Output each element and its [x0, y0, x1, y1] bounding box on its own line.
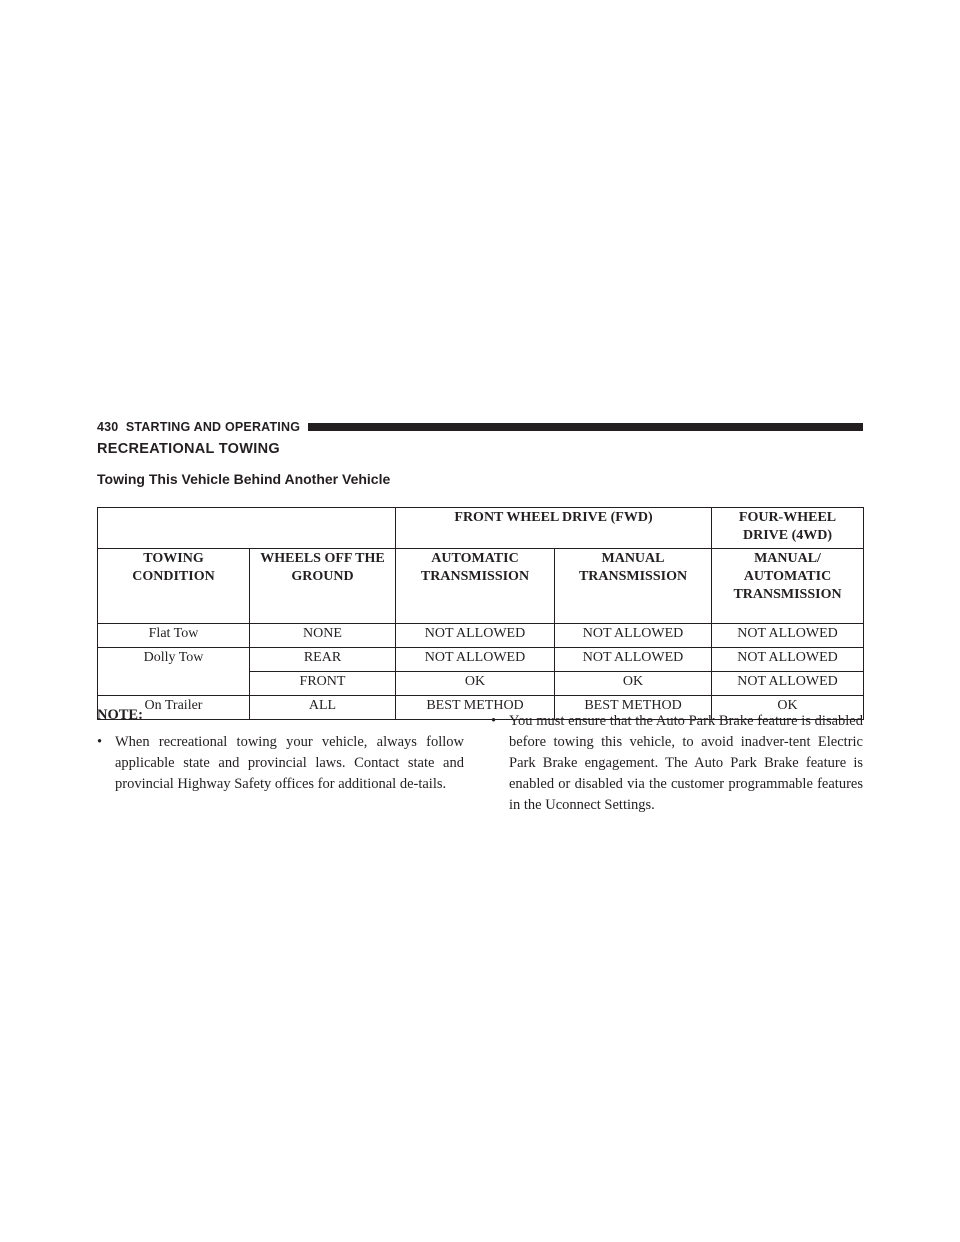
cell-4wd: NOT ALLOWED — [712, 672, 864, 696]
table-row — [98, 648, 864, 672]
header-rule — [308, 423, 863, 431]
table-header-row — [98, 549, 864, 624]
table-row — [98, 624, 864, 648]
section-title: RECREATIONAL TOWING — [97, 441, 280, 457]
cell-fwd-manual: BEST METHOD — [555, 696, 712, 720]
cell-wheels: NONE — [250, 624, 396, 648]
sub-title: Towing This Vehicle Behind Another Vehicle — [97, 471, 391, 487]
cell-condition: Flat Tow — [98, 624, 250, 648]
cell-condition: On Trailer — [98, 696, 250, 720]
note-bullet-text: You must ensure that the Auto Park Brake feature is disabled before towing this vehicle, to avoid inadver-tent Electric Park Brake engagement. The Auto Park Brake feature is enabled or disabled via the customer programmable features in the Uconnect Settings. — [509, 713, 863, 813]
cell-4wd: OK — [712, 696, 864, 720]
cell-wheels: FRONT — [250, 672, 396, 696]
header-manual-automatic: MANUAL/ AUTOMATIC TRANSMISSION — [712, 549, 864, 624]
cell-fwd-auto: BEST METHOD — [396, 696, 555, 720]
table-header-row — [98, 508, 864, 549]
note-bullet — [491, 711, 863, 816]
header-wheels-off: WHEELS OFF THE GROUND — [250, 549, 396, 624]
bullet-dot: • — [97, 734, 103, 750]
cell-fwd-manual: NOT ALLOWED — [555, 648, 712, 672]
note-bullet-text: When recreational towing your vehicle, always follow applicable state and provincial laws. Contact state and provincial Highway Safety offices for additional de-tails. — [115, 734, 464, 792]
note-bullet — [97, 732, 464, 795]
cell-wheels: REAR — [250, 648, 396, 672]
empty-header-cell — [98, 508, 396, 549]
header-manual: MANUAL TRANSMISSION — [555, 549, 712, 624]
header-fwd: FRONT WHEEL DRIVE (FWD) — [396, 508, 712, 549]
cell-fwd-auto: OK — [396, 672, 555, 696]
towing-table — [97, 507, 864, 720]
page-header-text — [97, 420, 308, 434]
cell-4wd: NOT ALLOWED — [712, 624, 864, 648]
note-label: NOTE: — [97, 707, 143, 723]
cell-fwd-auto: NOT ALLOWED — [396, 648, 555, 672]
bullet-dot: • — [491, 713, 497, 729]
cell-fwd-manual: OK — [555, 672, 712, 696]
header-4wd: FOUR-WHEEL DRIVE (4WD) — [712, 508, 864, 549]
cell-wheels: ALL — [250, 696, 396, 720]
cell-fwd-manual: NOT ALLOWED — [555, 624, 712, 648]
page-header — [97, 419, 863, 435]
section-name: STARTING AND OPERATING — [125, 420, 301, 434]
header-automatic: AUTOMATIC TRANSMISSION — [396, 549, 555, 624]
page-number: 430 — [97, 420, 119, 434]
cell-condition: Dolly Tow — [98, 648, 250, 696]
cell-fwd-auto: NOT ALLOWED — [396, 624, 555, 648]
cell-4wd: NOT ALLOWED — [712, 648, 864, 672]
header-towing-condition: TOWING CONDITION — [98, 549, 250, 624]
